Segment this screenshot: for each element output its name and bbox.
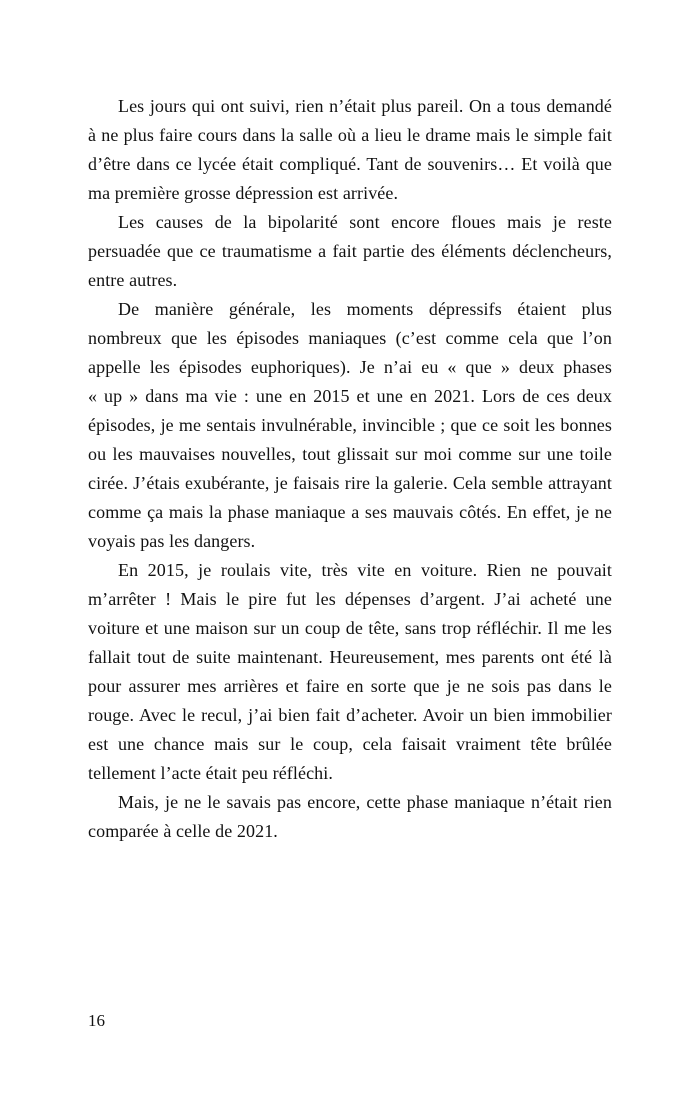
- page-number: 16: [88, 1011, 105, 1030]
- body-text: [88, 92, 612, 846]
- paragraph: De manière générale, les moments dépressifs étaient plus nombreux que les épisodes maniaques (c’est comme cela que l’on appelle les épisodes euphoriques). Je n’ai eu « que » deux phases « up » dans ma vie : une en 2015 et une en 2021. Lors de ces deux épisodes, je me sentais invulnérable, invincible ; que ce soit les bonnes ou les mauvaises nouvelles, tout glissait sur moi comme sur une toile cirée. J’étais exubérante, je faisais rire la galerie. Cela semble attrayant comme ça mais la phase maniaque a ses mauvais côtés. En effet, je ne voyais pas les dangers.: [88, 299, 612, 551]
- paragraph: Les causes de la bipolarité sont encore floues mais je reste persuadée que ce traumatisme a fait partie des éléments déclencheurs, entre autres.: [88, 212, 612, 290]
- paragraph: En 2015, je roulais vite, très vite en voiture. Rien ne pouvait m’arrêter ! Mais le pire fut les dépenses d’argent. J’ai acheté une voiture et une maison sur un coup de tête, sans trop réfléchir. Il me les fallait tout de suite maintenant. Heureusement, mes parents ont été là pour assurer mes arrières et faire en sorte que je ne sois pas dans le rouge. Avec le recul, j’ai bien fait d’acheter. Avoir un bien immobilier est une chance mais sur le coup, cela faisait vraiment tête brûlée tellement l’acte était peu réfléchi.: [88, 560, 612, 783]
- paragraph: Les jours qui ont suivi, rien n’était plus pareil. On a tous demandé à ne plus faire cours dans la salle où a lieu le drame mais le simple fait d’être dans ce lycée était compliqué. Tant de souvenirs… Et voilà que ma première grosse dépression est arrivée.: [88, 96, 612, 203]
- paragraph: Mais, je ne le savais pas encore, cette phase maniaque n’était rien comparée à celle de 2021.: [88, 792, 612, 841]
